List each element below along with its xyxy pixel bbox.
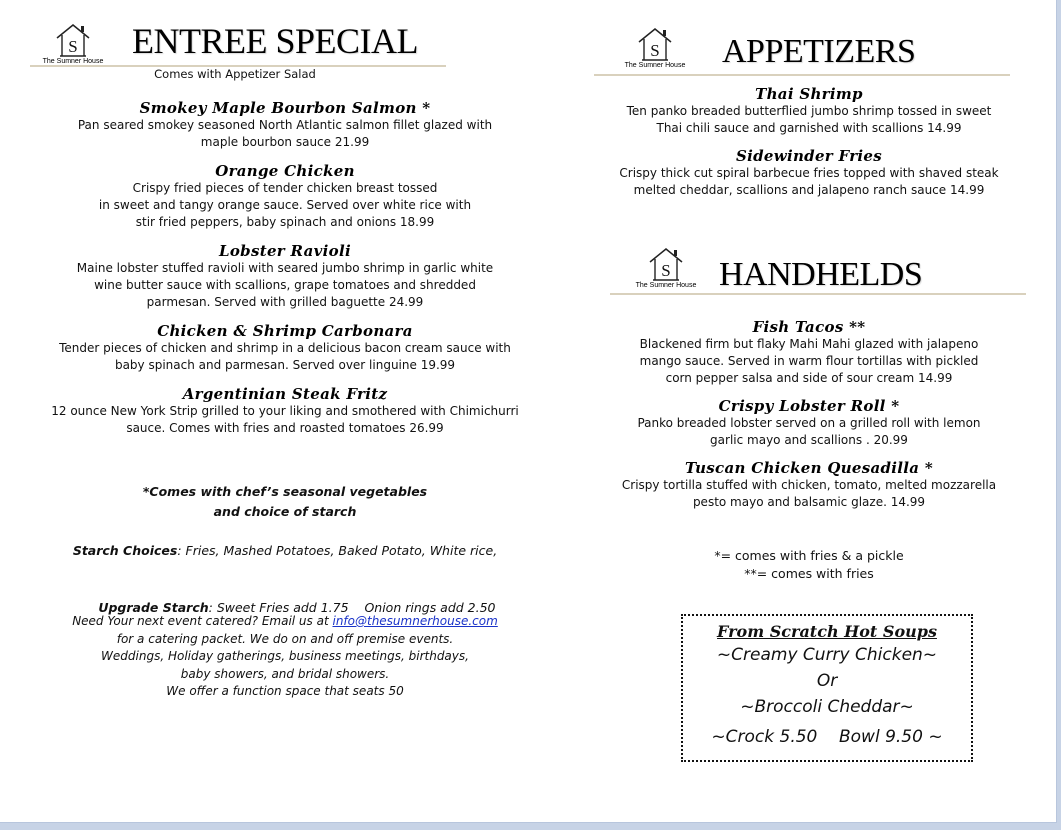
menu-item-description: melted cheddar, scallions and jalapeno ranch sauce 14.99 xyxy=(633,183,985,197)
logo-letter: S xyxy=(650,41,660,60)
chef-note xyxy=(40,482,530,522)
legend-line: *= comes with fries & a pickle xyxy=(714,548,904,563)
entree-subtitle: Comes with Appetizer Salad xyxy=(154,67,316,81)
menu-item-description: parmesan. Served with grilled baguette 24.99 xyxy=(146,295,424,309)
menu-item-description: Blackened firm but flaky Mahi Mahi glazed with jalapeno xyxy=(639,337,979,351)
menu-item xyxy=(40,385,530,437)
menu-item xyxy=(40,322,530,374)
handhelds-legend xyxy=(600,547,1018,583)
menu-item-description: Ten panko breaded butterflied jumbo shrimp tossed in sweet xyxy=(626,104,992,118)
legend-line: **= comes with fries xyxy=(744,566,874,581)
menu-item-description: Crispy fried pieces of tender chicken breast tossed xyxy=(132,181,438,195)
menu-item-description: corn pepper salsa and side of sour cream 14.99 xyxy=(665,371,953,385)
menu-item-description: sauce. Comes with fries and roasted tomatoes 26.99 xyxy=(126,421,444,435)
logo-text: The Sumner House xyxy=(42,58,104,65)
menu-item-description: Panko breaded lobster served on a grilled roll with lemon xyxy=(637,416,981,430)
logo-text: The Sumner House xyxy=(624,62,686,69)
menu-item xyxy=(600,147,1018,199)
menu-item-name: Fish Tacos ** xyxy=(752,318,866,336)
menu-item-description: Thai chili sauce and garnished with scallions 14.99 xyxy=(656,121,962,135)
soup-line: Or xyxy=(816,671,838,691)
menu-item xyxy=(600,85,1018,137)
sumner-house-logo xyxy=(631,246,701,292)
menu-item-description: garlic mayo and scallions . 20.99 xyxy=(710,433,908,447)
menu-item-description: Tender pieces of chicken and shrimp in a delicious bacon cream sauce with xyxy=(59,341,511,355)
menu-item xyxy=(40,242,530,311)
soup-line: ~Crock 5.50 Bowl 9.50 ~ xyxy=(711,727,943,747)
appetizers-divider xyxy=(594,74,1010,76)
menu-item-name: Lobster Ravioli xyxy=(219,242,351,260)
chef-note-line: and choice of starch xyxy=(213,504,357,519)
menu-item-description: Crispy tortilla stuffed with chicken, tomato, melted mozzarella xyxy=(621,478,997,492)
menu-item-name: Tuscan Chicken Quesadilla * xyxy=(684,459,933,477)
menu-item-name: Sidewinder Fries xyxy=(735,147,882,165)
menu-item-description: maple bourbon sauce 21.99 xyxy=(200,135,370,149)
catering-email-link[interactable]: info@thesumnerhouse.com xyxy=(332,614,498,628)
catering-line: We offer a function space that seats 50 xyxy=(166,684,404,698)
house-logo-icon xyxy=(635,26,675,62)
logo-letter: S xyxy=(68,37,78,56)
menu-item-description: baby spinach and parmesan. Served over linguine 19.99 xyxy=(114,358,456,372)
menu-item-description: in sweet and tangy orange sauce. Served over white rice with xyxy=(98,198,472,212)
logo-text: The Sumner House xyxy=(635,282,697,289)
upgrade-label: Upgrade Starch xyxy=(98,600,209,615)
menu-item-name: Smokey Maple Bourbon Salmon * xyxy=(139,99,431,117)
catering-info xyxy=(40,613,530,701)
entree-section xyxy=(40,66,530,82)
starch-text: : Fries, Mashed Potatoes, Baked Potato, White rice, xyxy=(177,543,498,558)
menu-item xyxy=(40,162,530,231)
menu-item-name: Argentinian Steak Fritz xyxy=(182,385,388,403)
menu-item-name: Crispy Lobster Roll * xyxy=(718,397,900,415)
menu-item-description: Crispy thick cut spiral barbecue fries topped with shaved steak xyxy=(619,166,999,180)
menu-item-description: wine butter sauce with scallions, grape tomatoes and shredded xyxy=(94,278,476,292)
soup-line: ~Broccoli Cheddar~ xyxy=(740,697,914,717)
menu-item-name: Chicken & Shrimp Carbonara xyxy=(157,322,413,340)
soup-line: ~Creamy Curry Chicken~ xyxy=(716,645,938,665)
sumner-house-logo xyxy=(38,22,108,68)
handhelds-title: HANDHELDS xyxy=(719,256,923,293)
appetizer-list xyxy=(600,85,1018,209)
sumner-house-logo xyxy=(620,26,690,72)
catering-prefix: Need Your next event catered? Email us at xyxy=(72,614,333,628)
entree-list xyxy=(40,99,530,448)
soups-box xyxy=(681,614,973,762)
house-logo-icon xyxy=(646,246,686,282)
menu-item xyxy=(40,99,530,151)
menu-item-description: stir fried peppers, baby spinach and onions 18.99 xyxy=(135,215,435,229)
menu-item-description: 12 ounce New York Strip grilled to your liking and smothered with Chimichurri xyxy=(51,404,519,418)
starch-label: Starch Choices xyxy=(72,543,178,558)
handheld-list xyxy=(600,318,1018,521)
soups-title: From Scratch Hot Soups xyxy=(717,622,937,641)
menu-item-name: Orange Chicken xyxy=(215,162,355,180)
catering-line: for a catering packet. We do on and off premise events. xyxy=(116,631,454,646)
menu-item xyxy=(600,459,1018,511)
menu-item-description: mango sauce. Served in warm flour tortillas with pickled xyxy=(639,354,979,368)
starch-choices xyxy=(40,541,530,561)
house-logo-icon xyxy=(53,22,93,58)
appetizers-title: APPETIZERS xyxy=(722,33,916,70)
entree-special-title: ENTREE SPECIAL xyxy=(132,21,418,61)
menu-item xyxy=(600,397,1018,449)
menu-item-name: Thai Shrimp xyxy=(755,85,863,103)
upgrade-text: : Sweet Fries add 1.75 Onion rings add 2.50 xyxy=(208,600,496,615)
menu-item xyxy=(600,318,1018,387)
handhelds-divider xyxy=(610,293,1026,295)
menu-item-description: Maine lobster stuffed ravioli with seared jumbo shrimp in garlic white xyxy=(76,261,494,275)
logo-letter: S xyxy=(661,261,671,280)
catering-line: Weddings, Holiday gatherings, business meetings, birthdays, xyxy=(101,649,469,663)
menu-item-description: Pan seared smokey seasoned North Atlantic salmon fillet glazed with xyxy=(77,118,493,132)
catering-line: baby showers, and bridal showers. xyxy=(180,666,390,681)
menu-item-description: pesto mayo and balsamic glaze. 14.99 xyxy=(692,495,926,509)
chef-note-line: *Comes with chef’s seasonal vegetables xyxy=(142,484,428,499)
